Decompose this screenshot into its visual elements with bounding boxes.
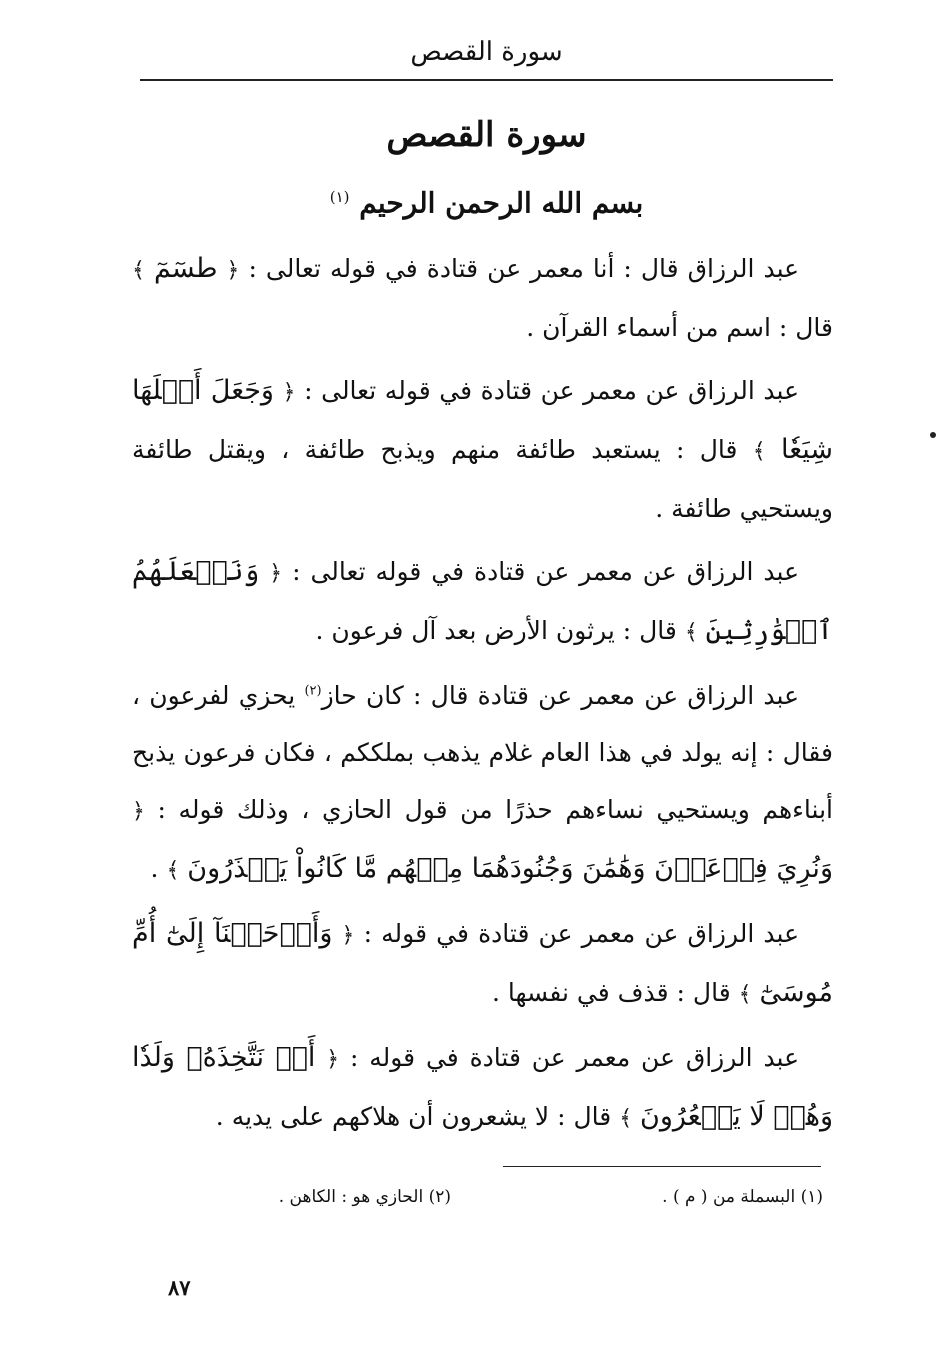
narration-text-continued: يحزي لفرعون ، فقال : إنه يولد في هذا العام غلام يذهب بملككم ، فكان فرعون يذبح أبناءهم ويستحيي نساءهم حذرًا من قول الحازي ، وذلك قوله : (132, 681, 833, 824)
ornate-bracket-close: ﴾ (619, 1106, 633, 1131)
paragraph-4 (132, 667, 833, 899)
ornate-bracket-close: ﴾ (166, 858, 180, 883)
surah-title: سورة القصص (386, 115, 587, 155)
paragraph-5 (132, 905, 833, 1023)
narration-text: عبد الرزاق عن معمر عن قتادة قال : كان حاز (321, 681, 799, 710)
narration-text: عبد الرزاق عن معمر عن قتادة في قوله : (363, 919, 800, 948)
narration-text: عبد الرزاق عن معمر عن قتادة في قوله تعالى : (292, 557, 799, 586)
commentary-text: قال : لا يشعرون أن هلاكهم على يديه . (215, 1102, 612, 1131)
commentary-text: قال : اسم من أسماء القرآن . (526, 313, 833, 342)
commentary-text: قال : يستعبد طائفة منهم ويذبح طائفة ، ويقتل طائفة ويستحيي طائفة . (132, 435, 833, 523)
narration-text: عبد الرزاق عن معمر عن قتادة في قوله تعالى : (304, 376, 799, 405)
page-number: ٨٧ (168, 1275, 191, 1300)
footnote-1: (١) البسملة من ( م ) . (662, 1187, 823, 1207)
ornate-bracket-open: ﴿ (226, 258, 240, 283)
commentary-text: . (150, 854, 159, 883)
ornate-bracket-close: ﴾ (132, 258, 145, 283)
quran-verse: وَأَوۡحَيۡنَآ إِلَىٰٓ أُمِّ مُوسَىٰٓ (132, 918, 833, 1008)
ornate-bracket-open: ﴿ (282, 380, 296, 405)
quran-verse: أَوۡ نَتَّخِذَهُۥ وَلَدٗا وَهُمۡ لَا يَشۡعُرُونَ (132, 1042, 833, 1132)
paragraph-6 (132, 1029, 833, 1147)
commentary-text: قال : يرثون الأرض بعد آل فرعون . (315, 616, 677, 645)
ornate-bracket-open: ﴿ (132, 799, 145, 824)
basmala (140, 176, 833, 224)
basmala-text: بسم الله الرحمن الرحيم (359, 186, 644, 220)
footnote-ref-2: (٢) (304, 683, 322, 699)
header-rule (140, 79, 833, 81)
paragraph-1 (132, 240, 833, 356)
commentary-text: قال : قذف في نفسها . (491, 978, 731, 1007)
ornate-bracket-close: ﴾ (738, 982, 752, 1007)
ornate-bracket-open: ﴿ (269, 561, 283, 586)
paragraph-2 (132, 362, 833, 537)
ornate-bracket-close: ﴾ (752, 439, 766, 464)
footnote-rule (503, 1166, 821, 1167)
quran-verse: وَجَعَلَ أَهۡلَهَا شِيَعٗا (132, 375, 833, 465)
footnote-2: (٢) الحازي هو : الكاهن . (278, 1187, 451, 1207)
narration-text: عبد الرزاق قال : أنا معمر عن قتادة في قوله تعالى : (248, 254, 800, 283)
footnote-ref-1: (١) (329, 188, 350, 206)
paragraph-3 (132, 543, 833, 661)
narration-text: عبد الرزاق عن معمر عن قتادة في قوله : (349, 1043, 800, 1072)
quran-verse: وَنَجۡعَلَهُمُ ٱلۡوَٰرِثِينَ (132, 556, 833, 646)
running-header: سورة القصص (410, 37, 563, 67)
ornate-bracket-close: ﴾ (684, 620, 698, 645)
ornate-bracket-open: ﴿ (326, 1047, 340, 1072)
ornate-bracket-open: ﴿ (341, 923, 355, 948)
quran-verse: وَنُرِيَ فِرۡعَوۡنَ وَهَٰمَٰنَ وَجُنُودَهُمَا مِنۡهُم مَّا كَانُواْ يَحۡذَرُونَ (187, 853, 833, 884)
commentary-body (132, 240, 833, 1153)
quran-verse: طسٓمٓ (153, 253, 218, 284)
margin-ink-dot (930, 432, 936, 438)
